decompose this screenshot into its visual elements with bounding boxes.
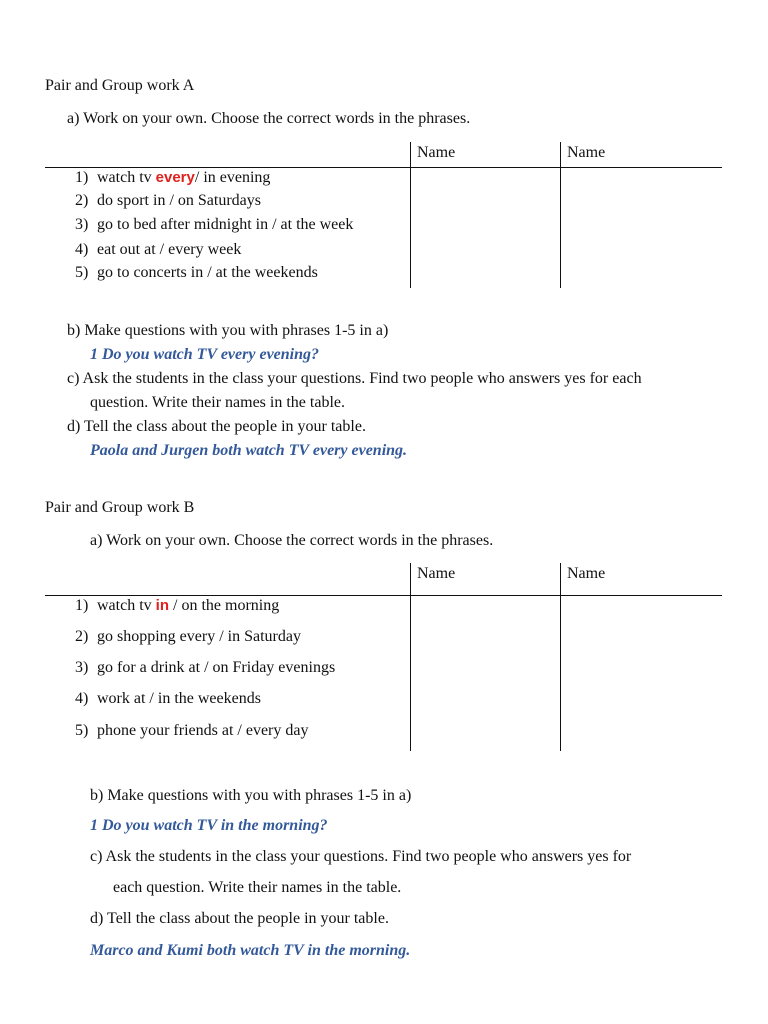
item-number: 3) bbox=[75, 216, 89, 233]
section-a-col1-header: Name bbox=[417, 144, 456, 161]
item-text-after: / in evening bbox=[194, 169, 271, 186]
section-b-example-d: Marco and Kumi both watch TV in the morning. bbox=[90, 942, 411, 959]
item-text: go to concerts in / at the weekends bbox=[97, 264, 318, 281]
section-b-col2-header: Name bbox=[567, 565, 606, 582]
section-b-table-header-rule bbox=[45, 595, 722, 596]
section-a-table-header-rule bbox=[45, 167, 722, 168]
item-number: 1) bbox=[75, 169, 89, 186]
section-b-instruction-c-line2: each question. Write their names in the table. bbox=[113, 879, 402, 896]
section-a-table-divider-1 bbox=[410, 142, 411, 288]
item-text: go for a drink at / on Friday evenings bbox=[97, 659, 336, 676]
section-b-instruction-b: b) Make questions with you with phrases 1-5 in a) bbox=[90, 787, 412, 804]
section-a-example-b: 1 Do you watch TV every evening? bbox=[90, 346, 320, 363]
item-text: eat out at / every week bbox=[97, 241, 242, 258]
item-number: 4) bbox=[75, 690, 89, 707]
section-a-instruction-d: d) Tell the class about the people in your table. bbox=[67, 418, 366, 435]
item-number: 1) bbox=[75, 597, 89, 614]
section-a-item-3 bbox=[75, 216, 353, 234]
section-a-instruction-b: b) Make questions with you with phrases 1-5 in a) bbox=[67, 322, 389, 339]
item-text: go to bed after midnight in / at the week bbox=[97, 216, 354, 233]
item-text: watch tv bbox=[97, 169, 156, 186]
item-text: do sport in / on Saturdays bbox=[97, 192, 261, 209]
section-b-instruction-c-line1: c) Ask the students in the class your questions. Find two people who answers yes for bbox=[90, 848, 632, 865]
item-number: 2) bbox=[75, 192, 89, 209]
item-number: 3) bbox=[75, 659, 89, 676]
section-b-instruction-a: a) Work on your own. Choose the correct words in the phrases. bbox=[90, 532, 494, 549]
item-text-after: / on the morning bbox=[169, 597, 280, 614]
section-a-item-2 bbox=[75, 192, 261, 210]
section-b-heading: Pair and Group work B bbox=[45, 499, 195, 516]
section-a-instruction-a: a) Work on your own. Choose the correct words in the phrases. bbox=[67, 110, 471, 127]
item-number: 5) bbox=[75, 264, 89, 281]
section-a-instruction-c-line2: question. Write their names in the table. bbox=[90, 394, 345, 411]
section-a-item-4 bbox=[75, 241, 241, 259]
item-number: 2) bbox=[75, 628, 89, 645]
section-b-instruction-d: d) Tell the class about the people in your table. bbox=[90, 910, 389, 927]
section-b-item-2 bbox=[75, 628, 301, 646]
item-text: go shopping every / in Saturday bbox=[97, 628, 301, 645]
section-b-item-1 bbox=[75, 597, 279, 615]
item-number: 5) bbox=[75, 722, 89, 739]
item-highlight: in bbox=[155, 597, 169, 614]
item-text: work at / in the weekends bbox=[97, 690, 261, 707]
section-b-example-b: 1 Do you watch TV in the morning? bbox=[90, 817, 328, 834]
item-text: phone your friends at / every day bbox=[97, 722, 309, 739]
section-a-table-divider-2 bbox=[560, 142, 561, 288]
section-a-col2-header: Name bbox=[567, 144, 606, 161]
section-a-instruction-c-line1: c) Ask the students in the class your questions. Find two people who answers yes for each bbox=[67, 370, 642, 387]
section-a-item-1 bbox=[75, 169, 270, 187]
section-b-item-3 bbox=[75, 659, 335, 677]
section-b-item-4 bbox=[75, 690, 261, 708]
section-a-heading: Pair and Group work A bbox=[45, 77, 195, 94]
section-b-item-5 bbox=[75, 722, 308, 740]
item-text: watch tv bbox=[97, 597, 156, 614]
section-a-item-5 bbox=[75, 264, 318, 282]
section-b-col1-header: Name bbox=[417, 565, 456, 582]
section-b-table-divider-1 bbox=[410, 563, 411, 751]
item-highlight: every bbox=[155, 169, 195, 186]
section-a-example-d: Paola and Jurgen both watch TV every evening. bbox=[90, 442, 408, 459]
section-b-table-divider-2 bbox=[560, 563, 561, 751]
item-number: 4) bbox=[75, 241, 89, 258]
